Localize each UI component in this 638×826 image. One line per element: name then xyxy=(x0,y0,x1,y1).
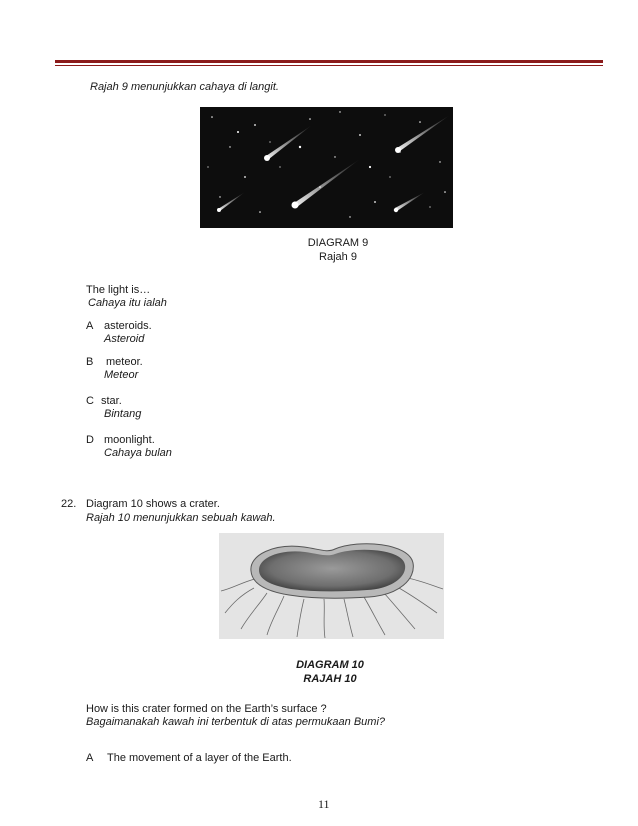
q21-option-a: asteroids. xyxy=(104,320,152,332)
q21-option-d-ms: Cahaya bulan xyxy=(104,447,172,459)
q22-question: How is this crater formed on the Earth’s surface ? xyxy=(86,703,327,715)
page-number: 11 xyxy=(318,797,330,811)
q22-option-a: The movement of a layer of the Earth. xyxy=(107,752,292,764)
q21-option-c-ms: Bintang xyxy=(104,408,142,420)
q21-option-b-ms: Meteor xyxy=(104,369,139,381)
q21-option-c-letter: C xyxy=(86,395,94,407)
diagram-10-label: DIAGRAM 10 xyxy=(296,659,364,671)
q22-intro: Diagram 10 shows a crater. xyxy=(86,498,220,510)
header-rule xyxy=(55,60,603,63)
diagram-9-label: DIAGRAM 9 xyxy=(307,237,369,249)
q21-option-d: moonlight. xyxy=(104,434,155,446)
diagram-10-label-ms: RAJAH 10 xyxy=(303,673,357,685)
q21-option-b-letter: B xyxy=(86,356,94,368)
q21-option-a-letter: A xyxy=(86,320,94,332)
header-rule-thin xyxy=(55,65,603,66)
q22-number: 22. xyxy=(61,498,77,510)
q21-intro-ms: Rajah 9 menunjukkan cahaya di langit. xyxy=(90,81,279,93)
q22-question-ms: Bagaimanakah kawah ini terbentuk di atas permukaan Bumi? xyxy=(86,716,386,728)
crater-image xyxy=(219,533,444,639)
q22-intro-ms: Rajah 10 menunjukkan sebuah kawah. xyxy=(86,512,276,524)
diagram-9-label-ms: Rajah 9 xyxy=(319,251,357,263)
q21-option-a-ms: Asteroid xyxy=(104,333,145,345)
q21-option-d-letter: D xyxy=(86,434,94,446)
q21-question: The light is… xyxy=(86,284,151,296)
q21-option-c: star. xyxy=(101,395,122,407)
meteor-sky-image xyxy=(200,107,453,228)
q21-question-ms: Cahaya itu ialah xyxy=(88,297,167,309)
q22-option-a-letter: A xyxy=(86,752,94,764)
q21-option-b: meteor. xyxy=(106,356,143,368)
